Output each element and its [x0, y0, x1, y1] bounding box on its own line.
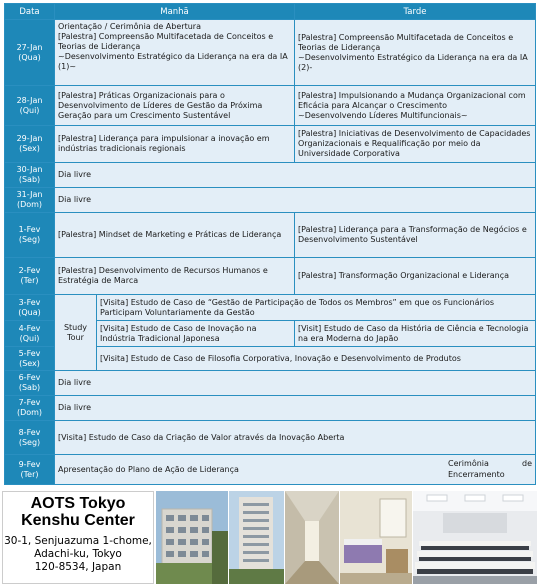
date-cell: 3-Fev (Qua) — [5, 295, 55, 321]
date-cell: 9-Fev (Ter) — [5, 455, 55, 485]
schedule-row — [5, 126, 536, 163]
center-footer — [0, 489, 539, 586]
date-cell: 6-Fev (Sab) — [5, 371, 55, 396]
action-plan-text: Apresentação do Plano de Ação de Liderança — [58, 464, 239, 474]
schedule-row — [5, 371, 536, 396]
building-tower-photo — [229, 491, 284, 584]
date-cell: 5-Fev (Sex) — [5, 347, 55, 371]
morning-cell: [Palestra] Liderança para impulsionar a inovação em indústrias tradicionais regionais — [55, 126, 295, 163]
morning-cell: [Visita] Estudo de Caso de Inovação na Indústria Tradicional Japonesa — [97, 321, 295, 347]
full-day-cell: Dia livre — [55, 396, 536, 421]
schedule-row — [5, 258, 536, 295]
schedule-row — [5, 163, 536, 188]
schedule-row — [5, 20, 536, 86]
header-morning: Manhã — [55, 4, 295, 20]
lecture-hall-photo — [413, 491, 537, 584]
date-cell: 28-Jan (Qui) — [5, 86, 55, 126]
afternoon-cell: [Palestra] Compreensão Multifacetada de Conceitos e Teorias de Liderança ~Desenvolvimento Estratégico da Liderança na era da IA (2)- — [295, 20, 536, 86]
final-day-cell — [55, 455, 536, 485]
schedule-table — [4, 3, 536, 485]
schedule-row — [5, 396, 536, 421]
morning-cell: [Palestra] Mindset de Marketing e Práticas de Liderança — [55, 213, 295, 258]
schedule-row — [5, 421, 536, 455]
date-cell: 31-Jan (Dom) — [5, 188, 55, 213]
header-afternoon: Tarde — [295, 4, 536, 20]
center-address: 30-1, Senjuazuma 1-chome, Adachi-ku, Tokyo 120-8534, Japan — [4, 535, 152, 573]
schedule-row — [5, 455, 536, 485]
morning-cell: [Palestra] Desenvolvimento de Recursos Humanos e Estratégia de Marca — [55, 258, 295, 295]
full-day-cell: [Visita] Estudo de Caso de “Gestão de Participação de Todos os Membros” em que os Funcionários Participam Voluntariamente da Gestão — [97, 295, 536, 321]
schedule-row — [5, 213, 536, 258]
afternoon-cell: [Palestra] Impulsionando a Mudança Organizacional com Eficácia para Alcançar o Crescimento ~Desenvolvendo Líderes Multifuncionais~ — [295, 86, 536, 126]
afternoon-cell: [Palestra] Iniciativas de Desenvolvimento de Capacidades Organizacionais e Requalificação por meio da Universidade Corporativa — [295, 126, 536, 163]
header-row — [5, 4, 536, 20]
closing-ceremony-text: Cerimônia de Encerramento — [448, 459, 532, 479]
date-cell: 8-Fev (Seg) — [5, 421, 55, 455]
schedule-row — [5, 295, 536, 321]
building-exterior-photo — [156, 491, 228, 584]
morning-cell: Orientação / Cerimônia de Abertura [Palestra] Compreensão Multifacetada de Conceitos e Teorias de Liderança ~Desenvolvimento Estratégico da Liderança na era da IA (1)~ — [55, 20, 295, 86]
afternoon-cell: [Palestra] Transformação Organizacional e Liderança — [295, 258, 536, 295]
schedule-row — [5, 188, 536, 213]
full-day-cell: Dia livre — [55, 371, 536, 396]
aots-info-box — [2, 491, 154, 584]
afternoon-cell: [Visit] Estudo de Caso da História de Ciência e Tecnologia na era Moderna do Japão — [295, 321, 536, 347]
date-cell: 1-Fev (Seg) — [5, 213, 55, 258]
date-cell: 29-Jan (Sex) — [5, 126, 55, 163]
study-tour-label: Study Tour — [55, 295, 97, 371]
full-day-cell: Dia livre — [55, 163, 536, 188]
full-day-cell: [Visita] Estudo de Caso da Criação de Valor através da Inovação Aberta — [55, 421, 536, 455]
header-date: Data — [5, 4, 55, 20]
dorm-room-photo — [340, 491, 412, 584]
date-cell: 7-Fev (Dom) — [5, 396, 55, 421]
schedule-row — [5, 86, 536, 126]
morning-cell: [Palestra] Práticas Organizacionais para o Desenvolvimento de Líderes de Gestão da Próxima Geração para um Crescimento Sustentável — [55, 86, 295, 126]
full-day-cell: Dia livre — [55, 188, 536, 213]
date-cell: 2-Fev (Ter) — [5, 258, 55, 295]
date-cell: 27-Jan (Qua) — [5, 20, 55, 86]
date-cell: 4-Fev (Qui) — [5, 321, 55, 347]
center-name: AOTS Tokyo Kenshu Center — [21, 495, 135, 529]
full-day-cell: [Visita] Estudo de Caso de Filosofia Corporativa, Inovação e Desenvolvimento de Produtos — [97, 347, 536, 371]
afternoon-cell: [Palestra] Liderança para a Transformação de Negócios e Desenvolvimento Sustentável — [295, 213, 536, 258]
date-cell: 30-Jan (Sab) — [5, 163, 55, 188]
corridor-photo — [285, 491, 339, 584]
